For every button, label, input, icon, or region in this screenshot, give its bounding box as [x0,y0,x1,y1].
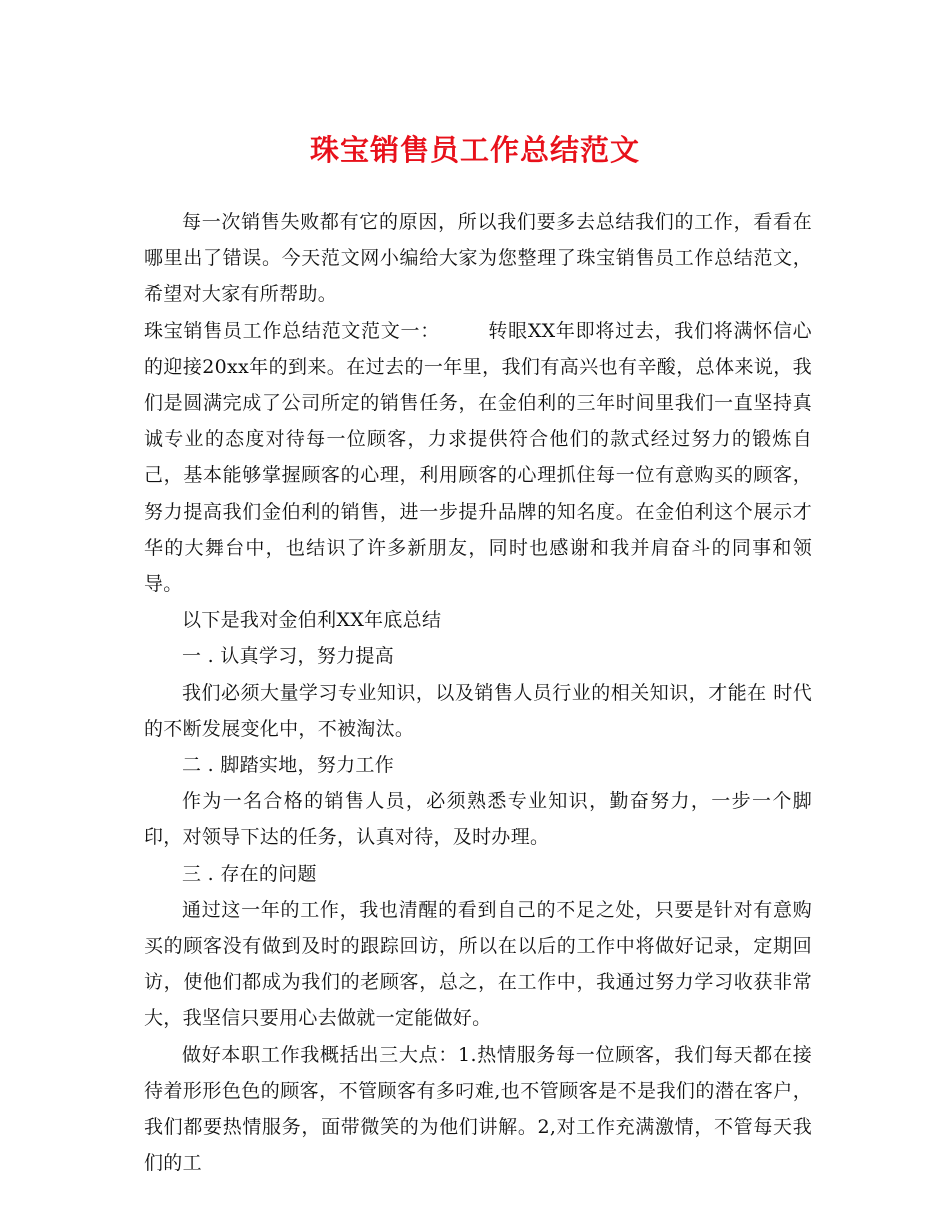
sample-label: 珠宝销售员工作总结范文范文一： [144,319,440,342]
section-3-text: 通过这一年的工作，我也清醒的看到自己的不足之处，只要是针对有意购买的顾客没有做到及时的跟踪回访，所以在以后的工作中将做好记录，定期回访，使他们都成为我们的老顾客，总之，在工作中，我通过努力学习收获非常大，我坚信只要用心去做就一定能做好。 [144,898,812,1030]
sample-paragraph [144,313,812,603]
summary-intro: 以下是我对金伯利XX年底总结 [182,609,442,632]
document-title: 珠宝销售员工作总结范文 [309,133,640,167]
section-1-text: 我们必须大量学习专业知识，以及销售人员行业的相关知识，才能在 时代的不断发展变化中，不被淘汰。 [144,681,812,740]
sample-text: 转眼XX年即将过去，我们将满怀信心的迎接20xx年的到来。在过去的一年里，我们有高兴也有辛酸，总体来说，我们是圆满完成了公司所定的销售任务，在金伯利的三年时间里我们一直坚持真诚专业的态度对待每一位顾客，力求提供符合他们的款式经过努力的锻炼自己，基本能够掌握顾客的心理，利用顾客的心理抓住每一位有意购买的顾客，努力提高我们金伯利的销售，进一步提升品牌的知名度。在金伯利这个展示才华的大舞台中，也结识了许多新朋友，同时也感谢和我并肩奋斗的同事和领导。 [144,319,812,596]
document-body [144,204,812,1181]
section-2-heading: 二 . 脚踏实地，努力工作 [182,754,395,777]
intro-paragraph: 每一次销售失败都有它的原因，所以我们要多去总结我们的工作，看看在哪里出了错误。今天范文网小编给大家为您整理了珠宝销售员工作总结范文，希望对大家有所帮助。 [144,211,812,306]
closing-paragraph: 做好本职工作我概括出三大点：1.热情服务每一位顾客，我们每天都在接待着形形色色的顾客，不管顾客有多叼难,也不管顾客是不是我们的潜在客户，我们都要热情服务，面带微笑的为他们讲解。2,对工作充满激情，不管每天我们的工 [144,1043,812,1175]
section-1-heading: 一 . 认真学习，努力提高 [182,645,395,668]
section-3-heading: 三 . 存在的问题 [182,862,317,885]
section-2-text: 作为一名合格的销售人员，必须熟悉专业知识，勤奋努力，一步一个脚印，对领导下达的任务，认真对待，及时办理。 [144,790,812,849]
